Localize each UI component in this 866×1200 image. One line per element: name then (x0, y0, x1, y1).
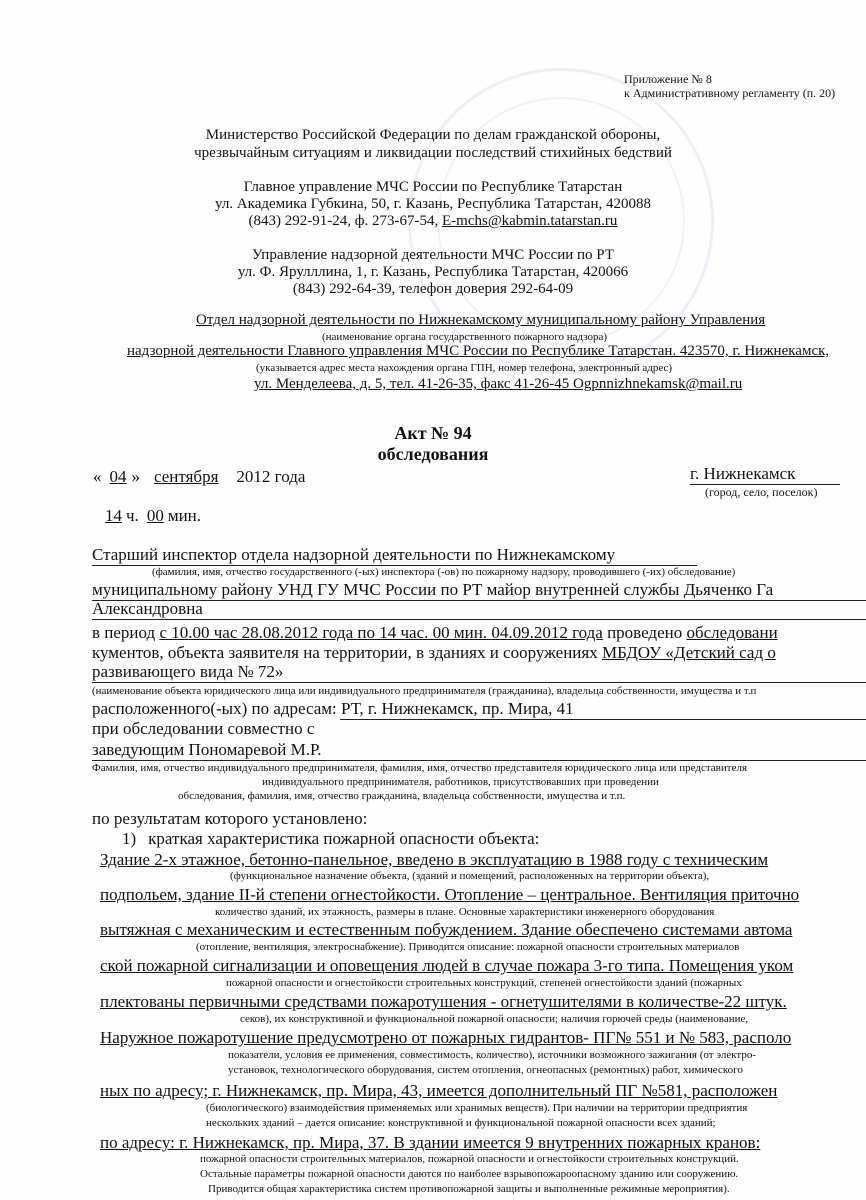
description-line-1: Здание 2-х этажное, бетонно-панельное, введено в эксплуатацию в 1988 году с техническим (100, 850, 769, 869)
joint-underline (92, 760, 866, 761)
description-caption-6b: установок, технологического оборудования, систем отопления, огнеопасных (ремонтных) работ, химического (228, 1064, 743, 1076)
object-address (92, 699, 574, 719)
description-line-4: ской пожарной сигнализации и оповещения людей в случае пожара 3-го типа. Помещения уком (100, 956, 794, 975)
appendix-reference: к Административному регламенту (п. 20) (624, 86, 836, 100)
inspector-line-3: Александровна (92, 599, 203, 618)
description-line-3: вытяжная с механическим и естественным побуждением. Здание обеспечено системами автома (100, 920, 793, 939)
description-line-7: ных по адресу; г. Нижнекамск, пр. Мира, 43, имеется дополнительный ПГ №581, расположен (100, 1081, 778, 1100)
description-caption-7b: нескольких зданий – дается описание: конструктивной и функциональной пожарной опасности всех зданий; (206, 1117, 716, 1129)
joint-caption-2: индивидуального предпринимателя, работников, присутствовавших при проведении (262, 776, 659, 788)
object-caption: (наименование объекта юридического лица или индивидуального предпринимателя (гражданина), владельца собственности, имущества и т.п (92, 685, 757, 697)
date-month: сентября (154, 467, 219, 486)
local-department-caption-2: (указывается адрес места нахождения органа ГПН, номер телефона, электронный адрес) (256, 362, 673, 374)
main-department-name: Главное управление МЧС России по Республике Татарстан (243, 179, 623, 195)
results-item-1 (122, 829, 539, 849)
act-city: г. Нижнекамск (690, 464, 796, 483)
period-middle: проведено (602, 623, 687, 642)
results-item-number: 1) (122, 829, 137, 848)
description-caption-5: секов), их конструктивной и функциональной пожарной опасности; наличия горючей среды (наименование, (240, 1013, 749, 1025)
description-line-2: подпольем, здание II-й степени огнестойкости. Отопление – центральное. Вентиляция приточно (100, 885, 800, 904)
period-action: обследовани (686, 623, 778, 642)
period-prefix: в период (92, 623, 160, 642)
address-underline (340, 719, 866, 720)
period-value: с 10.00 час 28.08.2012 года по 14 час. 00 мин. 04.09.2012 года (159, 623, 603, 642)
joint-caption-1: Фамилия, имя, отчество индивидуального предпринимателя, фамилия, имя, отчество представителя юридического лица или представителя (92, 762, 747, 774)
description-caption-7a: (биологического) взаимодействия применяемых или хранимых веществ). При наличии на территории предприятия (206, 1102, 748, 1114)
description-line-5: плектованы первичными средствами пожаротушения - огнетушителями в количестве-22 штук. (100, 992, 787, 1011)
object-line-2: развивающего вида № 72» (92, 662, 284, 681)
date-open-quote: « (93, 467, 102, 486)
description-caption-6a: показатели, условия ее применения, совместимость, количество), источники возможного зажигания (от электро- (228, 1049, 757, 1061)
time-minutes-label: мин. (167, 506, 202, 525)
joint-caption-3: обследования, фамилия, имя, отчество гражданина, владельца собственности, имущества и т.п. (178, 790, 626, 802)
description-caption-3: (отопление, вентиляция, электроснабжение). Приводится описание: пожарной опасности строительных материалов (196, 941, 740, 953)
local-department-line-3: ул. Менделеева, д. 5, тел. 41-26-35, факс 41-26-45 Ogpnnizhnekamsk@mail.ru (254, 376, 743, 392)
local-department-line-1: Отдел надзорной деятельности по Нижнекамскому муниципальному району Управления (196, 312, 766, 328)
object-line-1 (92, 643, 776, 663)
ministry-line-1: Министерство Российской Федерации по делам гражданской обороны, (205, 127, 661, 143)
object-prefix: кументов, объекта заявителя на территории, в зданиях и сооружениях (92, 643, 602, 662)
inspector-underline-2 (92, 600, 866, 601)
act-time (93, 506, 201, 526)
object-underline (92, 682, 866, 683)
supervision-department-address: ул. Ф. Ярулллина, 1, г. Казань, Республика Татарстан, 420066 (237, 264, 629, 280)
time-hours: 14 (105, 506, 122, 525)
ministry-line-2: чрезвычайным ситуациям и ликвидации последствий стихийных бедствий (194, 145, 672, 161)
main-department-email[interactable]: E-mchs@kabmin.tatarstan.ru (442, 213, 618, 229)
address-prefix: расположенного(-ых) по адресам: (92, 699, 342, 718)
description-line-8: по адресу: г. Нижнекамск, пр. Мира, 37. В здании имеется 9 внутренних пожарных кранов: (100, 1133, 761, 1152)
main-department-phones: (843) 292-91-24, ф. 273-67-54, (248, 213, 442, 229)
description-caption-8b: Остальные параметры пожарной опасности даются по наиболее взрывопожароопасному зданию или сооружению. (200, 1168, 739, 1180)
local-department-line-2: надзорной деятельности Главного управления МЧС России по Республике Татарстан. 423570, г. Нижнекамск, (127, 343, 830, 359)
supervision-department-phones: (843) 292-64-39, телефон доверия 292-64-09 (292, 281, 574, 297)
main-department-address: ул. Академика Губкина, 50, г. Казань, Республика Татарстан, 420088 (214, 196, 651, 212)
act-subtitle: обследования (377, 444, 489, 464)
joint-inspection-label: при обследовании совместно с (92, 719, 315, 738)
description-line-6: Наружное пожаротушение предусмотрено от пожарных гидрантов- ПГ№ 551 и № 583, располо (100, 1028, 792, 1047)
description-caption-8a: пожарной опасности строительных материалов, пожарной опасности и огнестойкости строительных конструкций. (200, 1153, 739, 1165)
joint-inspection-person: заведующим Пономаревой М.Р. (92, 740, 322, 759)
date-close-quote: » (131, 467, 140, 486)
time-hours-label: ч. (126, 506, 139, 525)
main-department-contacts (0, 213, 866, 230)
date-year: 2012 года (236, 467, 306, 486)
description-caption-2: количество зданий, их этажность, размеры в плане. Основные характеристики инженерного оборудования (215, 906, 715, 918)
inspector-line-2: муниципальному району УНД ГУ МЧС России по РТ майор внутренней службы Дьяченко Га (92, 580, 774, 599)
results-intro: по результатам которого установлено: (92, 809, 368, 828)
description-caption-4: пожарной опасности и огнестойкости строительных конструкций, степеней огнестойкости зданий (пожарных (226, 977, 742, 989)
inspector-underline-3 (92, 619, 866, 620)
date-day: 04 (109, 467, 127, 486)
address-value: РТ, г. Нижнекамск, пр. Мира, 41 (341, 699, 574, 718)
inspector-line-1: Старший инспектор отдела надзорной деятельности по Нижнекамскому (92, 545, 616, 564)
time-minutes: 00 (146, 506, 164, 525)
results-item-text: краткая характеристика пожарной опасности объекта: (148, 829, 540, 848)
inspector-caption: (фамилия, имя, отчество государственного (-ых) инспектора (-ов) по пожарному надзору, проводившего (-их) обследование) (152, 566, 736, 578)
city-caption: (город, село, поселок) (705, 485, 818, 499)
supervision-department-name: Управление надзорной деятельности МЧС России по РТ (251, 247, 614, 263)
act-date (93, 467, 305, 487)
inspection-period (92, 623, 778, 643)
description-caption-8c: Приводится общая характеристика систем противопожарной защиты и выполненные режимные мероприятия). (208, 1183, 730, 1195)
local-department-caption-1: (наименование органа государственного пожарного надзора) (322, 331, 608, 343)
appendix-number: Приложение № 8 (624, 72, 712, 86)
object-name-start: МБДОУ «Детский сад о (601, 643, 776, 662)
description-caption-1: (функциональное назначение объекта, (зданий и помещений, расположенных на территории объекта), (230, 870, 710, 882)
act-title: Акт № 94 (394, 423, 472, 443)
